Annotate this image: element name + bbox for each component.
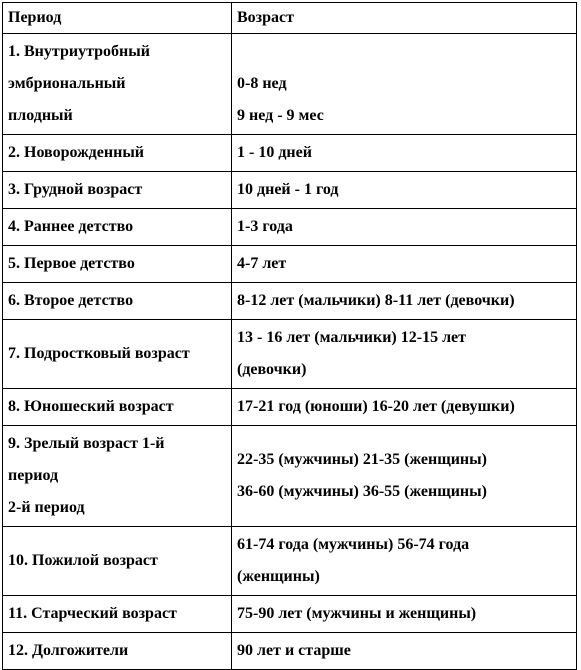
period-text: 7. Подростковый возраст — [8, 345, 190, 362]
age-text: 90 лет и старше — [237, 642, 351, 659]
period-cell — [3, 320, 232, 389]
age-text: 75-90 лет (мужчины и женщины) — [237, 605, 477, 622]
age-column-header: Возраст — [232, 3, 577, 34]
period-text: эмбриональный — [8, 75, 126, 92]
period-text: период — [8, 467, 59, 484]
period-cell — [3, 209, 232, 246]
period-cell — [3, 135, 232, 172]
age-text: 1 - 10 дней — [237, 144, 312, 161]
age-periods-table — [2, 2, 577, 670]
period-text: 3. Грудной возраст — [8, 181, 143, 198]
age-text: 8-12 лет (мальчики) 8-11 лет (девочки) — [237, 292, 515, 309]
period-cell — [3, 527, 232, 596]
table-row — [3, 246, 577, 283]
age-text: 36-60 (мужчины) 36-55 (женщины) — [237, 483, 487, 500]
table-row — [3, 172, 577, 209]
age-cell — [232, 426, 577, 527]
period-text: плодный — [8, 107, 73, 124]
table-body — [3, 34, 577, 670]
age-cell — [232, 633, 577, 670]
period-cell — [3, 34, 232, 135]
period-cell — [3, 246, 232, 283]
period-text: 11. Старческий возраст — [8, 605, 177, 622]
table-row — [3, 389, 577, 426]
period-cell — [3, 426, 232, 527]
header-row — [3, 3, 577, 34]
age-cell — [232, 527, 577, 596]
age-text: (девочки) — [237, 361, 307, 378]
age-text: 17-21 год (юноши) 16-20 лет (девушки) — [237, 398, 515, 415]
table-row — [3, 34, 577, 135]
period-text: 4. Раннее детство — [8, 218, 134, 235]
age-text: (женщины) — [237, 568, 320, 585]
table-row — [3, 283, 577, 320]
age-text: 22-35 (мужчины) 21-35 (женщины) — [237, 451, 487, 468]
period-cell — [3, 172, 232, 209]
period-text: 10. Пожилой возраст — [8, 552, 158, 569]
period-text: 2-й период — [8, 499, 85, 516]
age-cell — [232, 172, 577, 209]
age-text: 9 нед - 9 мес — [237, 107, 324, 124]
period-text: 8. Юношеский возраст — [8, 398, 174, 415]
age-cell — [232, 596, 577, 633]
period-text: 9. Зрелый возраст 1-й — [8, 435, 165, 452]
period-text: 12. Долгожители — [8, 642, 129, 659]
age-cell — [232, 209, 577, 246]
age-text — [237, 36, 571, 68]
age-cell — [232, 389, 577, 426]
age-text: 4-7 лет — [237, 255, 287, 272]
period-cell — [3, 596, 232, 633]
table-row — [3, 527, 577, 596]
age-cell — [232, 320, 577, 389]
table-row — [3, 209, 577, 246]
period-cell — [3, 283, 232, 320]
age-cell — [232, 34, 577, 135]
age-text: 1-3 года — [237, 218, 293, 235]
age-text: 61-74 года (мужчины) 56-74 года — [237, 536, 470, 553]
period-column-header: Период — [3, 3, 232, 34]
age-cell — [232, 135, 577, 172]
table-row — [3, 426, 577, 527]
table-row — [3, 596, 577, 633]
period-cell — [3, 389, 232, 426]
age-text: 13 - 16 лет (мальчики) 12-15 лет — [237, 329, 467, 346]
age-cell — [232, 246, 577, 283]
period-text: 5. Первое детство — [8, 255, 135, 272]
table-row — [3, 135, 577, 172]
age-cell — [232, 283, 577, 320]
table-row — [3, 320, 577, 389]
table-row — [3, 633, 577, 670]
period-text: 2. Новорожденный — [8, 144, 145, 161]
age-text: 10 дней - 1 год — [237, 181, 339, 198]
age-text: 0-8 нед — [237, 75, 287, 92]
period-cell — [3, 633, 232, 670]
period-text: 1. Внутриутробный — [8, 43, 150, 60]
period-text: 6. Второе детство — [8, 292, 134, 309]
